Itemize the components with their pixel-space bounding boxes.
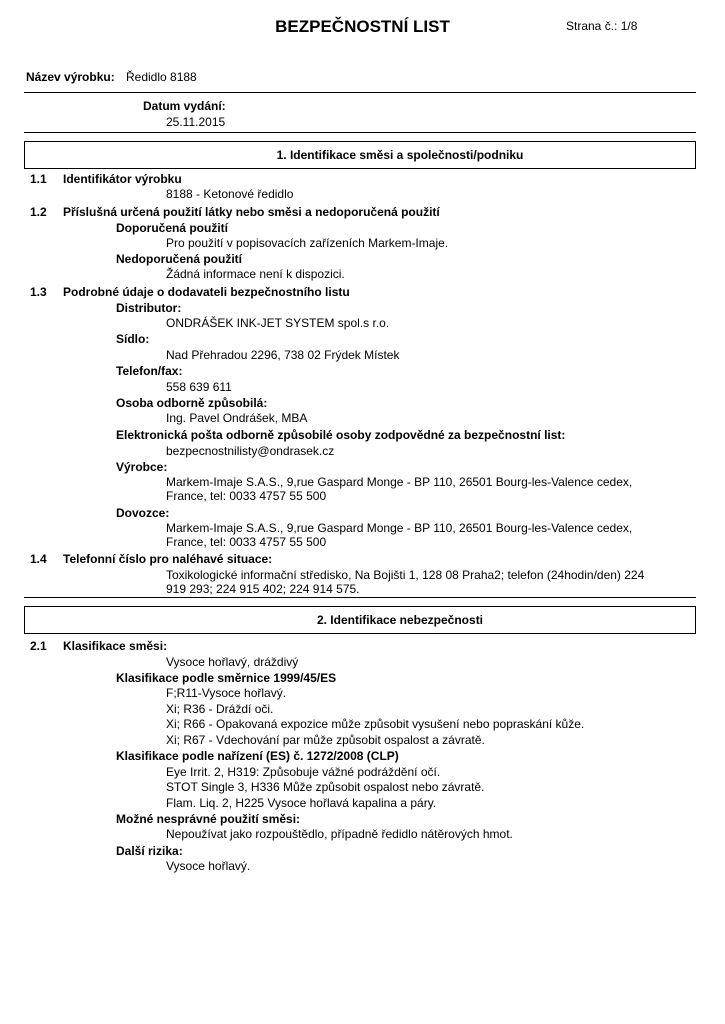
misuse-text: Nepoužívat jako rozpouštědlo, případně ředidlo nátěrových hmot. (166, 827, 513, 841)
section-2-header (24, 606, 696, 634)
clp-item: STOT Single 3, H336 Může způsobit ospalost nebo závratě. (166, 780, 485, 794)
clp-item: Flam. Liq. 2, H225 Vysoce hořlavá kapalina a páry. (166, 796, 437, 810)
section-2-1-heading: Klasifikace směsi: (63, 639, 168, 653)
importer-line-1: Markem-Imaje S.A.S., 9,rue Gaspard Monge - BP 110, 26501 Bourg-les-Valence cedex, (166, 521, 633, 535)
distributor-label: Distributor: (116, 301, 182, 315)
directive-item: Xi; R67 - Vdechování par může způsobit ospalost a závratě. (166, 733, 485, 747)
section-2-title: 2. Identifikace nebezpečnosti (316, 613, 484, 627)
section-1-4-heading: Telefonní číslo pro naléhavé situace: (63, 552, 273, 566)
other-risks-label: Další rizika: (116, 844, 183, 858)
section-1-title: 1. Identifikace směsi a společnosti/podniku (276, 148, 524, 162)
document-title: BEZPEČNOSTNÍ LIST (275, 17, 450, 36)
classification-text: Vysoce hořlavý, dráždivý (166, 655, 299, 669)
section-2-1-number: 2.1 (30, 639, 47, 653)
directive-label: Klasifikace podle směrnice 1999/45/ES (116, 671, 337, 685)
competent-person-label: Osoba odborně způsobilá: (116, 396, 268, 410)
section-1-3-heading: Podrobné údaje o dodavateli bezpečnostního listu (63, 285, 350, 299)
product-name-label: Název výrobku: (26, 70, 115, 84)
not-recommended-use-label: Nedoporučená použití (116, 252, 242, 266)
section-1-4-number: 1.4 (30, 552, 47, 566)
not-recommended-use-text: Žádná informace není k dispozici. (166, 267, 345, 281)
recommended-use-text: Pro použití v popisovacích zařízeních Markem-Imaje. (166, 236, 449, 250)
section-1-1-number: 1.1 (30, 172, 47, 186)
seat-label: Sídlo: (116, 332, 150, 346)
phone-value: 558 639 611 (166, 380, 232, 394)
section-1-3-number: 1.3 (30, 285, 47, 299)
section-1-2-number: 1.2 (30, 205, 47, 219)
importer-line-2: France, tel: 0033 4757 55 500 (166, 535, 327, 549)
section-1-1-heading: Identifikátor výrobku (63, 172, 182, 186)
manufacturer-line-1: Markem-Imaje S.A.S., 9,rue Gaspard Monge - BP 110, 26501 Bourg-les-Valence cedex, (166, 475, 633, 489)
recommended-use-label: Doporučená použití (116, 221, 228, 235)
email-label: Elektronická pošta odborně způsobilé osoby zodpovědné za bezpečnostní list: (116, 428, 566, 442)
emergency-line-1: Toxikologické informační středisko, Na Bojišti 1, 128 08 Praha2; telefon (24hodin/den) 224 (166, 568, 645, 582)
section-1-2-heading: Příslušná určená použití látky nebo směsi a nedoporučená použití (63, 205, 440, 219)
product-identifier: 8188 - Ketonové ředidlo (166, 187, 294, 201)
issue-divider (24, 132, 696, 133)
manufacturer-line-2: France, tel: 0033 4757 55 500 (166, 489, 327, 503)
other-risks-text: Vysoce hořlavý. (166, 859, 251, 873)
issue-date-label: Datum vydání: (143, 99, 226, 113)
importer-label: Dovozce: (116, 506, 170, 520)
misuse-label: Možné nesprávné použití směsi: (116, 812, 301, 826)
manufacturer-label: Výrobce: (116, 460, 168, 474)
phone-label: Telefon/fax: (116, 364, 183, 378)
header-divider (24, 92, 696, 93)
section-1-header (24, 141, 696, 169)
product-name-value: Ředidlo 8188 (126, 70, 197, 84)
clp-label: Klasifikace podle nařízení (ES) č. 1272/2008 (CLP) (116, 749, 399, 763)
email-value: bezpecnostnilisty@ondrasek.cz (166, 444, 335, 458)
page-number: Strana č.: 1/8 (566, 19, 638, 33)
distributor-value: ONDRÁŠEK INK-JET SYSTEM spol.s r.o. (166, 316, 390, 330)
directive-item: Xi; R36 - Dráždí oči. (166, 702, 274, 716)
issue-date-value: 25.11.2015 (166, 115, 226, 129)
directive-item: F;R11-Vysoce hořlavý. (166, 686, 287, 700)
emergency-line-2: 919 293; 224 915 402; 224 914 575. (166, 582, 360, 596)
directive-item: Xi; R66 - Opakovaná expozice může způsobit vysušení nebo popraskání kůže. (166, 717, 585, 731)
competent-person-value: Ing. Pavel Ondrášek, MBA (166, 411, 308, 425)
clp-item: Eye Irrit. 2, H319: Způsobuje vážné podráždění očí. (166, 765, 441, 779)
seat-value: Nad Přehradou 2296, 738 02 Frýdek Místek (166, 348, 400, 362)
section-1-divider (24, 597, 696, 598)
